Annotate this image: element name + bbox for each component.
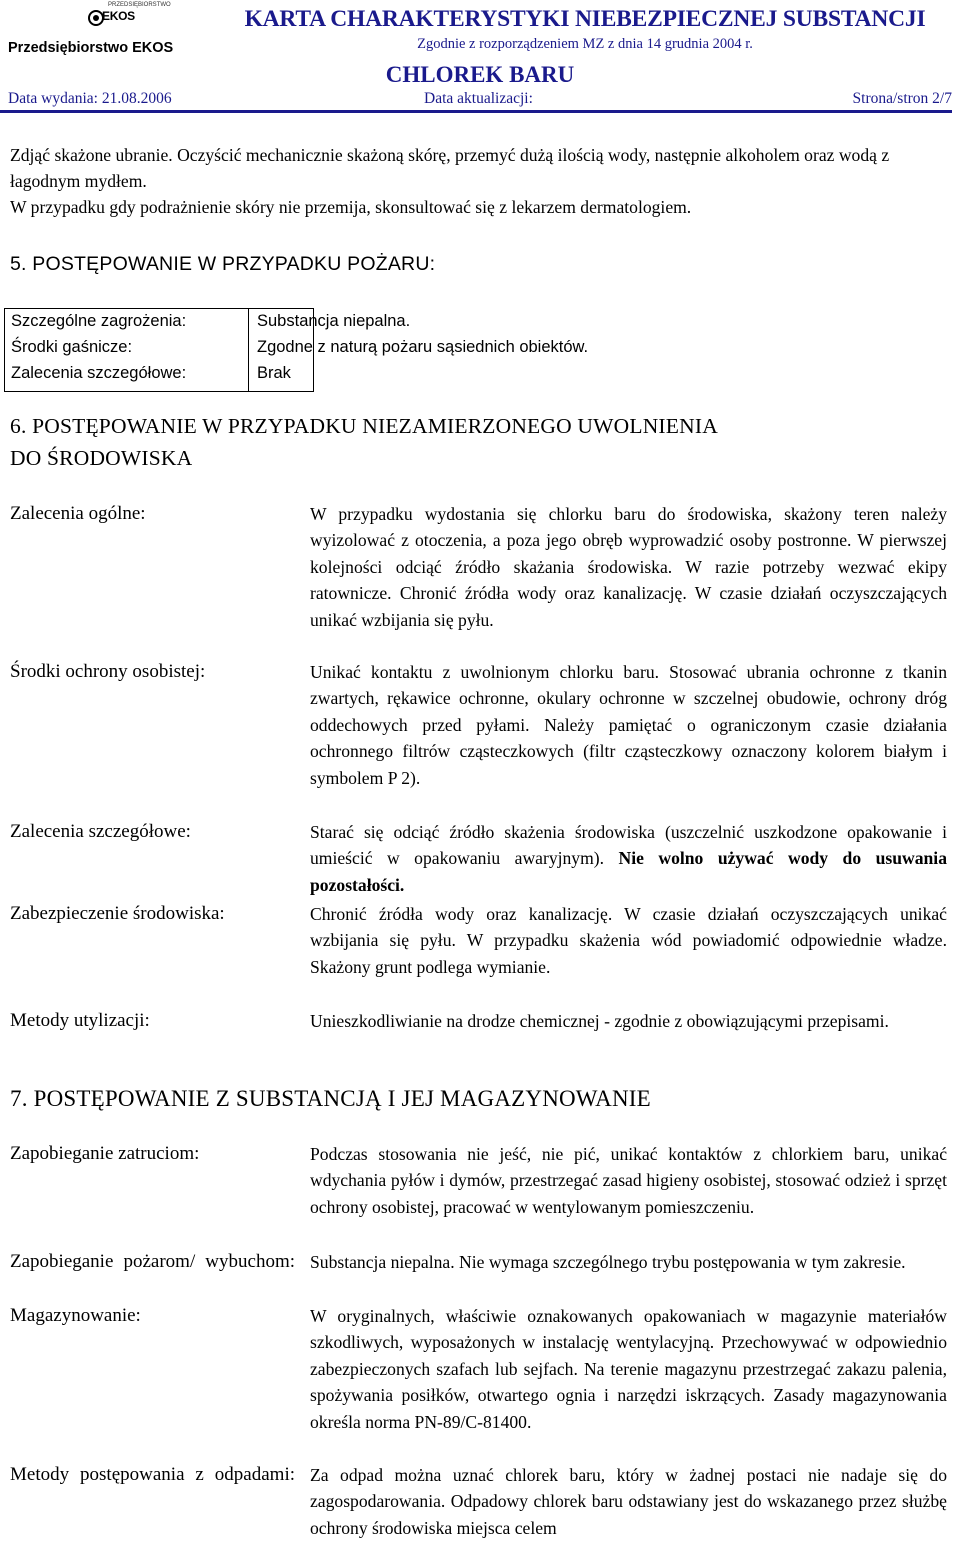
section-7-heading: 7. POSTĘPOWANIE Z SUBSTANCJĄ I JEJ MAGAZYNOWANIE [10, 1086, 651, 1111]
s6-value-environment: Chronić źródła wody oraz kanalizację. W czasie działań oczyszczających unikać wzbijania się pyłu. W przypadku skażenia wód powiadomić odpowiednie władze. Skażony grunt podlega wymianie. [310, 904, 947, 977]
s6-value-general: W przypadku wydostania się chlorku baru do środowiska, skażony teren należy wyizolować z otoczenia, a poza jego obręb wyprowadzić osoby postronne. W pierwszej kolejności odciąć źródło skażania środowiska. W razie potrzeby wezwać ekipy ratownicze. Chronić źródła wody oraz kanalizację. W czasie działań oczyszczających unikać wzbijania się pyłu. [310, 504, 947, 630]
s7-label-storage: Magazynowanie: [10, 1305, 141, 1326]
s6-label-detailed: Zalecenia szczegółowe: [10, 821, 191, 842]
logo-subtext: PRZEDSIĘBIORSTWO [108, 2, 171, 8]
document-subtitle: Zgodnie z rozporządzeniem MZ z dnia 14 grudnia 2004 r. [417, 36, 753, 52]
intro-paragraph-1: Zdjąć skażone ubranie. Oczyścić mechanicznie skażoną skórę, przemyć dużą ilością wody, następnie alkoholem oraz wodą z łagodnym mydłem. [10, 145, 890, 192]
s6-label-environment: Zabezpieczenie środowiska: [10, 903, 225, 924]
s6-value-disposal: Unieszkodliwianie na drodze chemicznej - zgodnie z obowiązującymi przepisami. [310, 1011, 889, 1031]
header-title-area [214, 2, 956, 64]
s5-value-recommendations: Brak [257, 364, 291, 382]
s7-label-fire: Zapobieganie pożarom/ wybuchom: [10, 1251, 295, 1272]
substance-name: CHLOREK BARU [385, 62, 575, 87]
header-top-row [4, 2, 956, 64]
s6-label-general: Zalecenia ogólne: [10, 503, 146, 524]
intro-paragraph-2: W przypadku gdy podrażnienie skóry nie przemija, skonsultować się z lekarzem dermatologiem. [10, 197, 692, 217]
header-divider [0, 110, 952, 113]
document-header [4, 2, 956, 110]
s7-label-waste: Metody postępowania z odpadami: [10, 1464, 295, 1485]
section-6-heading-line-2: DO ŚRODOWISKA [10, 446, 193, 470]
document-title: KARTA CHARAKTERYSTYKI NIEBEZPIECZNEJ SUBSTANCJI [244, 6, 926, 32]
company-name: Przedsiębiorstwo EKOS [8, 40, 174, 56]
s5-label-extinguishing: Środki gaśnicze: [11, 338, 133, 356]
s7-value-poisoning: Podczas stosowania nie jeść, nie pić, unikać kontaktów z chlorkiem baru, unikać wdychania pyłów i dymów, przestrzegać zasad higieny osobistej, stosować odzież i sprzęt ochrony osobistej, pracować w wentylowanym pomieszczeniu. [310, 1144, 947, 1217]
update-date: Data aktualizacji: [424, 90, 533, 107]
s7-value-fire: Substancja niepalna. Nie wymaga szczególnego trybu postępowania w tym zakresie. [310, 1252, 906, 1272]
logo-wordmark: EKOS [102, 9, 135, 23]
s5-label-hazards: Szczególne zagrożenia: [11, 312, 187, 330]
section-5-heading: 5. POSTĘPOWANIE W PRZYPADKU POŻARU: [10, 253, 436, 275]
s6-detailed-text: Starać się odciąć źródło skażenia środowiska (uszczelnić uszkodzone opakowanie i umieścić w opakowaniu awaryjnym). [310, 822, 947, 869]
s5-value-extinguishing: Zgodne z naturą pożaru sąsiednich obiektów. [257, 338, 589, 356]
issue-date: Data wydania: 21.08.2006 [8, 90, 172, 107]
s5-value-hazards: Substancja niepalna. [257, 312, 411, 330]
section-6-heading-line-1: 6. POSTĘPOWANIE W PRZYPADKU NIEZAMIERZONEGO UWOLNIENIA [10, 414, 718, 438]
header-meta-row [4, 90, 956, 110]
s6-detailed-warning: Nie wolno używać wody do usuwania pozostałości. [310, 848, 947, 895]
s7-value-waste: Za odpad można uznać chlorek baru, który w żadnej postaci nie nadaje się do zagospodarowania. Odpadowy chlorek baru odstawiany jest do wskazanego przez służbę ochrony środowiska miejsca celem [310, 1465, 947, 1538]
page-number: Strona/stron 2/7 [852, 90, 952, 107]
s6-label-disposal: Metody utylizacji: [10, 1010, 150, 1031]
company-logo-area [4, 2, 214, 64]
section-5-column-divider [248, 308, 249, 392]
s6-value-detailed [310, 819, 947, 899]
s7-label-poisoning: Zapobieganie zatruciom: [10, 1143, 200, 1164]
s6-label-personal-protection: Środki ochrony osobistej: [10, 661, 206, 682]
s6-value-personal-protection: Unikać kontaktu z uwolnionym chlorku baru. Stosować ubrania ochronne z tkanin zwartych, rękawice ochronne, okulary ochronne w szczelnej obudowie, ochrony dróg oddechowych przed pyłami. Należy pamiętać o ograniczonym czasie działania ochronnego filtrów cząsteczkowych (filtr cząsteczkowy oznaczony kolorem białym i symbolem P 2). [310, 662, 947, 788]
s7-value-storage: W oryginalnych, właściwie oznakowanych opakowaniach w magazynie materiałów szkodliwych, wyposażonych w instalację wentylacyjną. Przechowywać w odpowiednio zabezpieczonych szafach lub sejfach. Na terenie magazynu przestrzegać zakazu palenia, spożywania posiłków, otwartego ognia i narzędzi iskrzących. Zasady magazynowania określa norma PN-89/C-81400. [310, 1306, 947, 1432]
s5-label-recommendations: Zalecenia szczegółowe: [11, 364, 187, 382]
